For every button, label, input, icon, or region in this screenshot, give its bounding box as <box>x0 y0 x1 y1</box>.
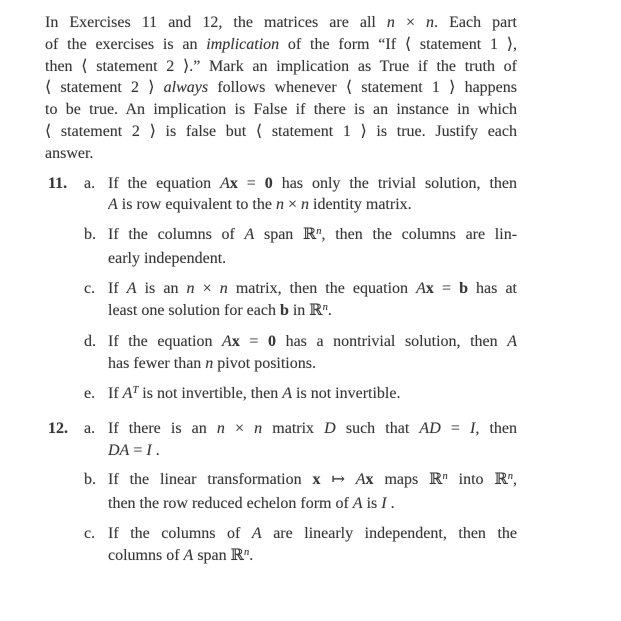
text-segment: . <box>327 301 332 319</box>
text-segment: is row equivalent to the <box>117 196 276 214</box>
math-segment: I <box>146 441 152 459</box>
math-segment: n <box>322 301 328 313</box>
text-segment: then ⟨ statement 2 ⟩.” Mark an implication as True if the truth of <box>45 57 517 75</box>
text-line <box>45 34 517 56</box>
text-line <box>108 523 517 545</box>
text-segment: × <box>394 14 427 31</box>
math-segment: I <box>470 419 476 437</box>
math-segment: x <box>229 174 238 192</box>
text-line <box>108 248 517 270</box>
text-segment: × <box>224 419 255 437</box>
exercise-11 <box>45 173 621 407</box>
text-segment: pivot positions. <box>213 355 316 373</box>
text-line <box>108 278 517 300</box>
text-segment: columns of <box>108 546 184 564</box>
text-segment: If the linear transformation <box>108 471 313 489</box>
exercise-number-spacer <box>45 224 84 270</box>
text-segment: of the exercises is an <box>45 35 207 53</box>
math-segment: DA <box>108 441 130 459</box>
part-text <box>108 383 517 407</box>
part-text <box>108 418 517 462</box>
math-segment: A <box>108 196 118 214</box>
text-segment: If the equation <box>108 333 223 351</box>
text-segment: . <box>386 495 395 513</box>
math-segment: A <box>251 524 262 542</box>
text-segment: is an <box>136 279 187 297</box>
text-line <box>45 143 517 165</box>
text-line <box>108 440 517 462</box>
math-segment: implication <box>206 35 280 53</box>
text-segment: , then the columns are lin- <box>321 226 517 244</box>
part-label: e. <box>84 384 96 402</box>
math-segment: x <box>365 471 374 489</box>
math-segment: T <box>132 384 139 396</box>
text-line <box>108 353 517 375</box>
math-segment: D <box>324 419 336 437</box>
exercise-number-spacer <box>45 278 84 324</box>
text-segment: If <box>108 384 123 402</box>
math-segment: A <box>126 279 137 297</box>
math-segment: n <box>216 419 225 437</box>
exercise-11-part-b <box>45 224 621 270</box>
text-segment: . <box>249 546 254 564</box>
part-label: c. <box>84 279 96 297</box>
text-segment: such that <box>335 419 420 437</box>
math-segment: n <box>507 471 513 483</box>
text-line <box>108 418 517 440</box>
text-segment: = <box>433 279 460 297</box>
text-segment: has fewer than <box>108 355 206 373</box>
math-segment: n <box>186 279 195 297</box>
math-segment: n <box>426 14 435 31</box>
math-segment: A <box>222 333 232 351</box>
math-segment: n <box>301 196 309 214</box>
math-segment: A <box>352 495 363 513</box>
math-segment: A <box>416 279 426 297</box>
text-segment: span ℝ <box>254 226 317 244</box>
text-segment: = <box>129 441 147 459</box>
text-segment: , then <box>475 419 517 437</box>
math-segment: n <box>386 14 395 31</box>
exercise-number-spacer <box>45 383 84 407</box>
text-segment: , <box>513 471 517 489</box>
text-segment: has a nontrivial solution, then <box>276 333 508 351</box>
exercise-number-spacer <box>45 331 84 375</box>
text-segment: into ℝ <box>447 471 508 489</box>
part-text <box>108 224 517 270</box>
math-segment: A <box>282 384 293 402</box>
exercise-12-part-b <box>45 469 621 515</box>
math-segment: x <box>425 279 434 297</box>
exercise-11-part-a <box>45 173 621 217</box>
math-segment: A <box>355 471 366 489</box>
text-line <box>108 224 517 248</box>
text-segment: If there is an <box>108 419 217 437</box>
text-line <box>108 493 517 515</box>
text-line <box>45 121 517 143</box>
text-segment: to be true. An implication is False if there is an instance in which <box>45 101 517 119</box>
part-text <box>108 331 517 375</box>
text-line <box>108 173 517 195</box>
text-line <box>108 194 517 216</box>
text-segment: × <box>283 196 301 214</box>
text-segment: then the row reduced echelon form of <box>108 495 353 513</box>
math-segment: n <box>205 355 214 373</box>
text-segment: matrix, then the equation <box>227 279 417 297</box>
exercise-number-spacer <box>45 469 84 515</box>
exercise-12-part-c <box>45 523 621 569</box>
text-segment: early independent. <box>108 249 227 267</box>
math-segment: n <box>254 419 263 437</box>
text-segment: ↦ <box>320 471 356 489</box>
math-segment: AD <box>419 419 441 437</box>
text-segment: = <box>239 333 268 351</box>
text-segment: If the columns of <box>108 226 245 244</box>
text-segment: identity matrix. <box>309 196 412 214</box>
math-segment: x <box>231 333 240 351</box>
math-segment: 0 <box>268 333 276 351</box>
text-segment: least one solution for each <box>108 301 280 319</box>
exercise-number-spacer <box>45 523 84 569</box>
text-segment: span ℝ <box>193 546 244 564</box>
text-line <box>108 383 517 407</box>
part-text <box>108 278 517 324</box>
math-segment: A <box>244 226 255 244</box>
part-text <box>108 469 517 515</box>
math-segment: n <box>442 471 448 483</box>
intro-paragraph <box>45 12 517 165</box>
text-segment: If the equation <box>108 174 221 192</box>
math-segment: A <box>183 546 194 564</box>
exercise-12-part-a <box>45 418 621 462</box>
text-segment: In Exercises 11 and 12, the matrices are all <box>45 14 387 31</box>
text-segment: of the form “If ⟨ statement 1 ⟩, <box>279 35 517 53</box>
part-label: c. <box>84 524 96 542</box>
exercise-11-part-e <box>45 383 621 407</box>
part-label: b. <box>84 226 96 244</box>
math-segment: n <box>243 546 250 558</box>
math-segment: b <box>459 279 468 297</box>
math-segment: always <box>163 79 209 97</box>
text-line <box>108 300 517 324</box>
part-label: a. <box>84 419 96 437</box>
part-label: b. <box>84 471 96 489</box>
math-segment: n <box>316 226 322 238</box>
text-segment: . <box>151 441 160 459</box>
math-segment: 0 <box>264 174 273 192</box>
text-segment: = <box>440 419 471 437</box>
text-line <box>45 77 517 99</box>
exercise-11-part-c <box>45 278 621 324</box>
text-segment: = <box>237 174 265 192</box>
math-segment: A <box>122 384 133 402</box>
text-segment: follows whenever ⟨ statement 1 ⟩ happens <box>208 79 517 97</box>
exercise-number: 11. <box>48 174 68 192</box>
math-segment: I <box>381 495 387 513</box>
text-line <box>45 99 517 121</box>
text-line <box>108 331 517 353</box>
exercise-12 <box>45 418 621 569</box>
text-segment: has only the trivial solution, then <box>272 174 517 192</box>
text-line <box>108 469 517 493</box>
text-segment: is not invertible. <box>292 384 401 402</box>
text-line <box>45 12 517 34</box>
text-segment: matrix <box>262 419 325 437</box>
text-segment: ⟨ statement 2 ⟩ is false but ⟨ statement 1 ⟩ is true. Justify each <box>45 122 517 140</box>
text-segment: If <box>108 279 127 297</box>
text-segment: maps ℝ <box>373 471 443 489</box>
math-segment: n <box>219 279 228 297</box>
exercise-11-part-d <box>45 331 621 375</box>
text-line <box>45 56 517 78</box>
text-segment: has at <box>467 279 517 297</box>
text-segment: in ℝ <box>288 301 323 319</box>
text-segment: is <box>362 495 382 513</box>
text-line <box>108 545 517 569</box>
text-segment: If the columns of <box>108 524 252 542</box>
text-segment: × <box>194 279 220 297</box>
math-segment: b <box>279 301 289 319</box>
text-segment: ⟨ statement 2 ⟩ <box>45 79 164 97</box>
text-segment: . Each part <box>434 14 517 31</box>
text-segment: is not invertible, then <box>138 384 283 402</box>
part-text <box>108 173 517 217</box>
math-segment: x <box>312 471 321 489</box>
part-label: a. <box>84 174 96 192</box>
text-segment: answer. <box>45 144 94 162</box>
math-segment: n <box>275 196 284 214</box>
text-segment: are linearly independent, then the <box>261 524 517 542</box>
exercise-number: 12. <box>48 419 68 437</box>
part-label: d. <box>84 333 96 351</box>
math-segment: A <box>220 174 230 192</box>
math-segment: A <box>507 333 517 351</box>
part-text <box>108 523 517 569</box>
